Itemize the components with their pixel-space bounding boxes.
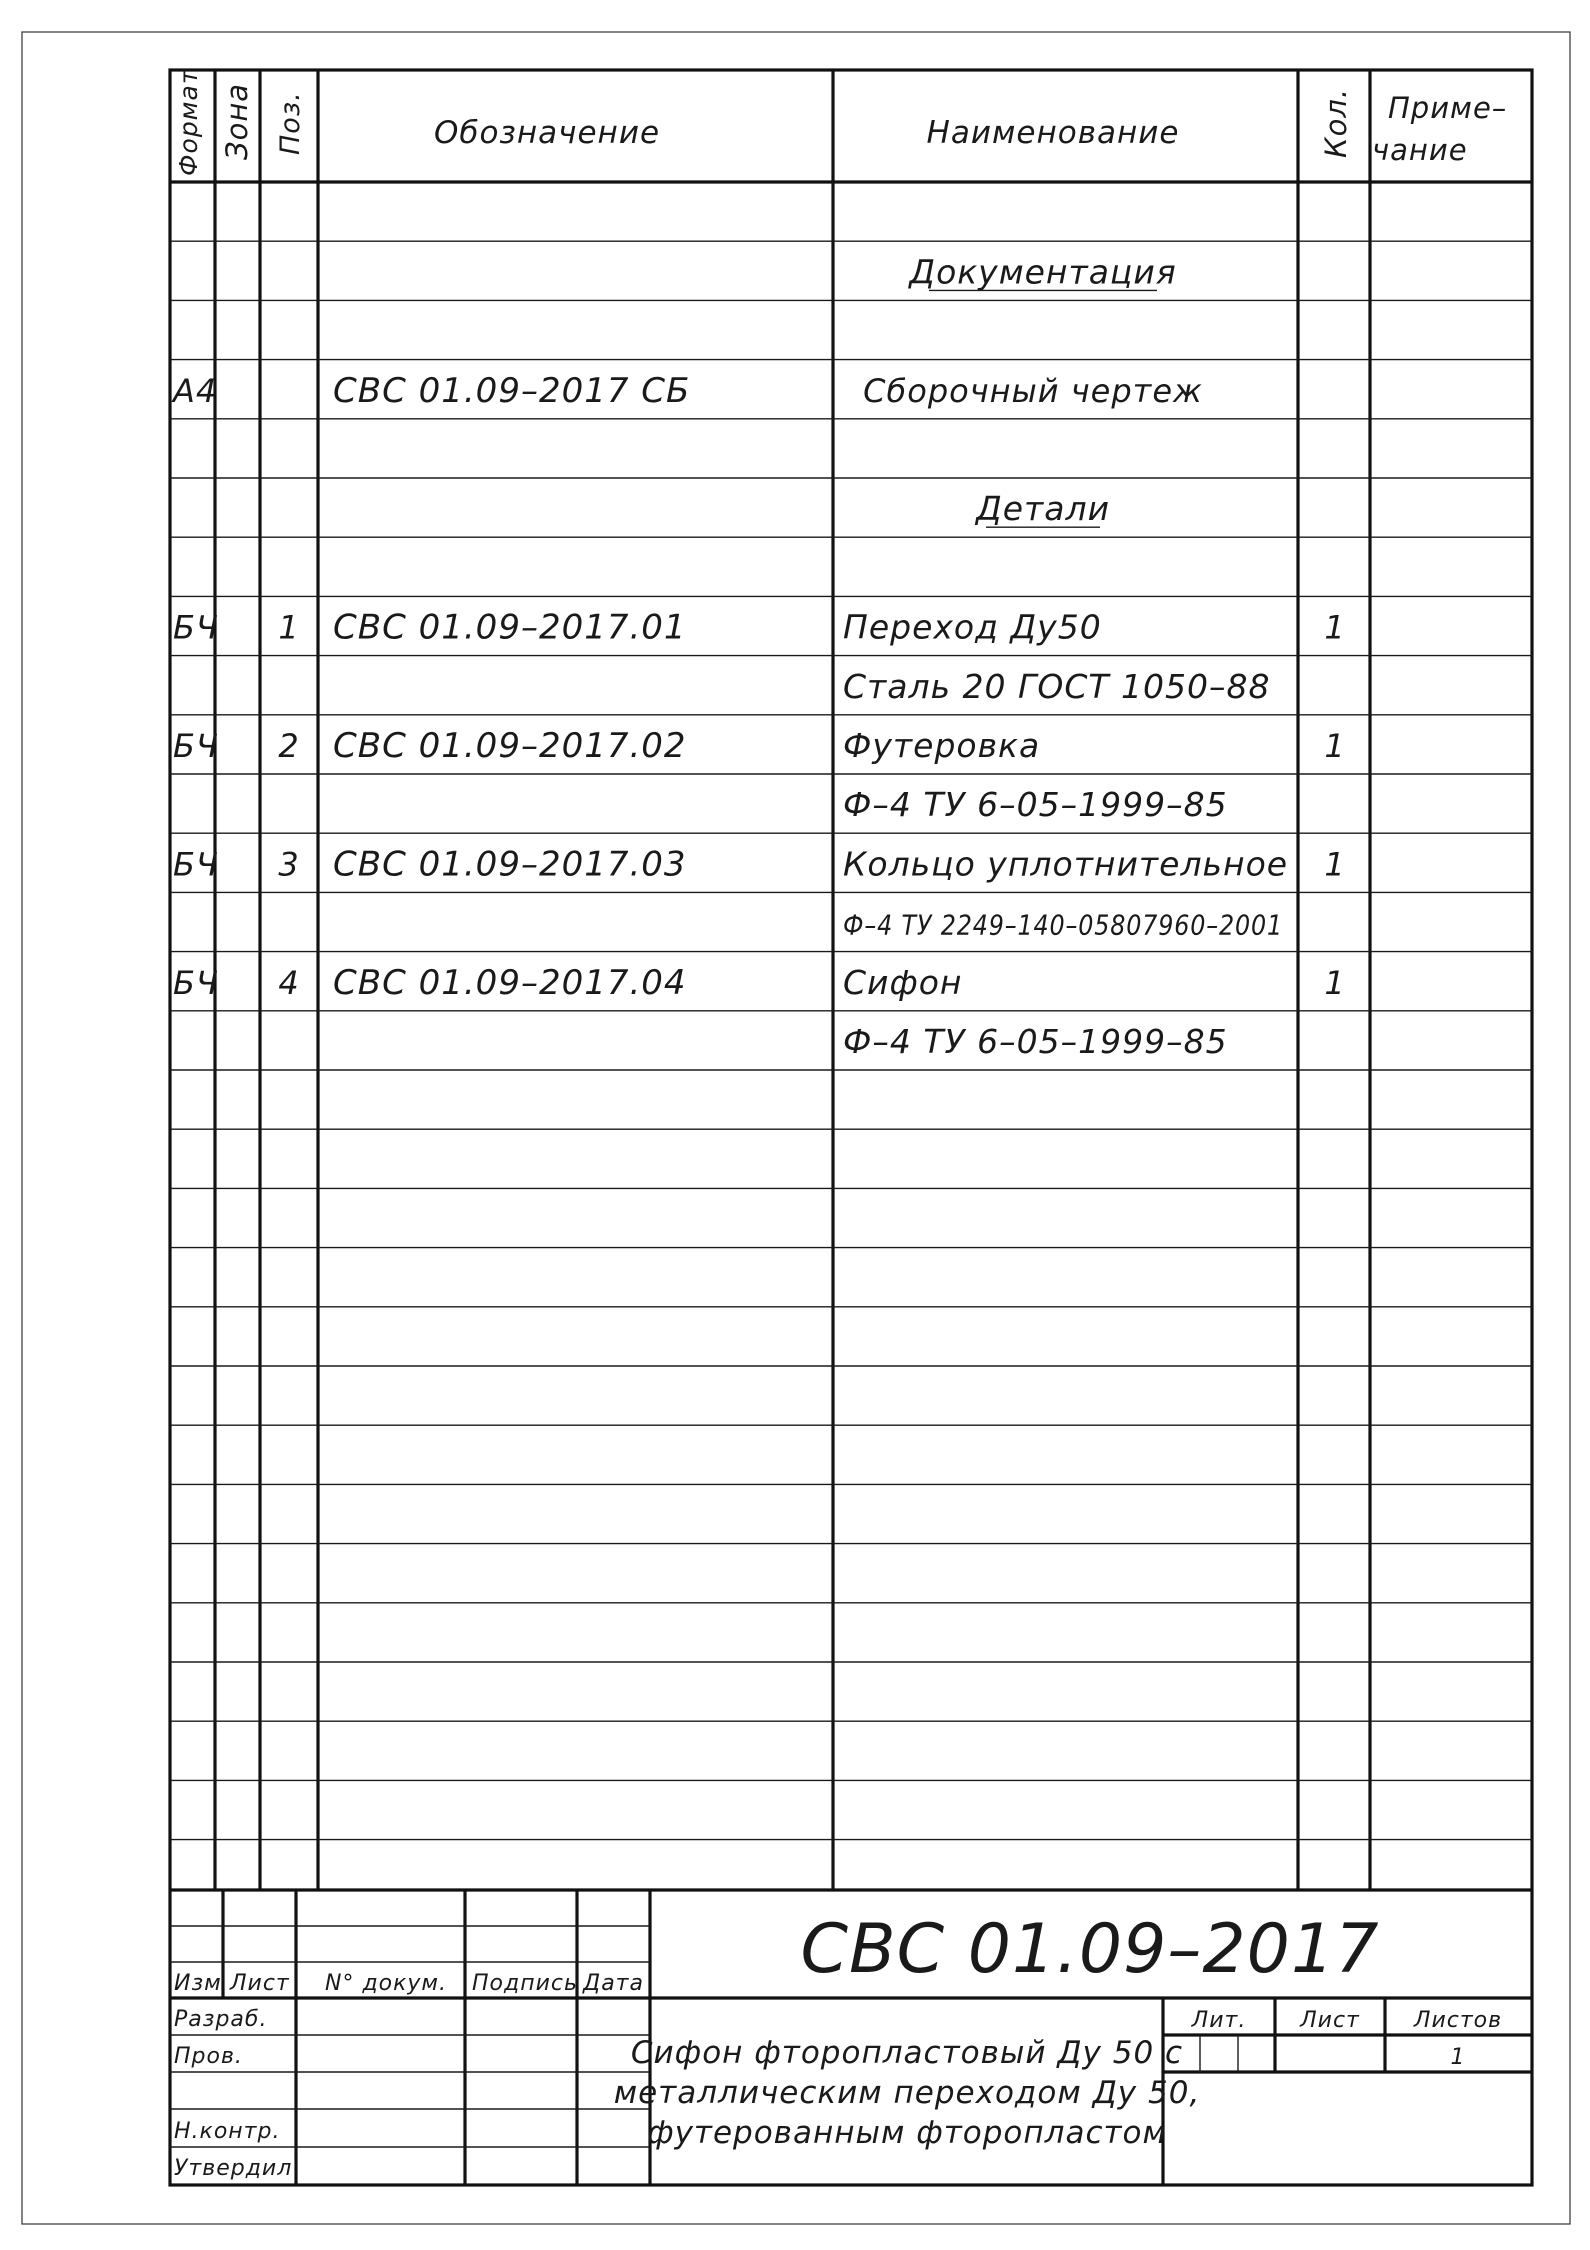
cell-qty: 1 (1324, 963, 1346, 1002)
col-date-label: Дата (583, 1971, 644, 1996)
sheets-value: 1 (1450, 2045, 1466, 2070)
table-header (174, 68, 1507, 176)
cell-format: БЧ (173, 727, 219, 765)
title-line-3: футерованным фторопластом (647, 2115, 1167, 2151)
header-format: Формат (174, 68, 203, 176)
header-designation: Обозначение (433, 115, 661, 151)
cell-name: Переход Ду50 (843, 607, 1102, 647)
section-heading: Детали (975, 489, 1111, 529)
cell-qty: 1 (1324, 845, 1346, 884)
sheet-label: Лист (1300, 2008, 1360, 2033)
cell-name: Сифон (843, 962, 963, 1002)
header-qty: Кол. (1319, 87, 1353, 158)
prov-label: Пров. (174, 2044, 243, 2069)
title-block (170, 1890, 1532, 2185)
header-name: Наименование (926, 115, 1180, 151)
cell-pos: 3 (278, 845, 300, 884)
cell-designation: СВС 01.09–2017.02 (333, 726, 687, 766)
outer-frame (22, 32, 1570, 2224)
nkontr-label: Н.контр. (174, 2119, 281, 2144)
razrab-label: Разраб. (174, 2007, 268, 2032)
section-heading: Документация (909, 252, 1177, 292)
header-zone: Зона (220, 82, 254, 160)
table-body (171, 252, 1346, 1061)
lit-label: Лит. (1191, 2008, 1247, 2033)
cell-name: Ф–4 ТУ 6–05–1999–85 (843, 785, 1228, 825)
title-line-2: металлическим переходом Ду 50, (613, 2075, 1201, 2111)
document-code: СВС 01.09–2017 (800, 1910, 1380, 1989)
header-note-line2: чание (1372, 133, 1468, 167)
col-ndoc-label: N° докум. (325, 1971, 448, 1996)
cell-designation: СВС 01.09–2017.01 (333, 607, 687, 648)
col-sign-label: Подпись (472, 1971, 578, 1996)
col-list-label: Лист (230, 1971, 290, 1996)
cell-qty: 1 (1324, 608, 1346, 647)
title-line-1: Сифон фторопластовый Ду 50 с (630, 2035, 1184, 2071)
cell-format: БЧ (173, 845, 219, 884)
utverdil-label: Утвердил (174, 2156, 293, 2181)
cell-designation: СВС 01.09–2017.03 (333, 844, 687, 885)
cell-name: Кольцо уплотнительное (843, 844, 1289, 884)
cell-designation: СВС 01.09–2017 СБ (333, 370, 691, 411)
cell-pos: 2 (278, 727, 300, 765)
cell-format: БЧ (173, 963, 219, 1002)
cell-qty: 1 (1324, 727, 1346, 765)
cell-pos: 1 (278, 608, 300, 647)
cell-name: Ф–4 ТУ 6–05–1999–85 (843, 1022, 1228, 1061)
cell-name: Сталь 20 ГОСТ 1050–88 (843, 666, 1271, 706)
col-izm-label: Изм (174, 1971, 222, 1996)
cell-pos: 4 (278, 963, 300, 1002)
sheets-label: Листов (1413, 2008, 1503, 2033)
cell-name: Футеровка (843, 726, 1041, 765)
header-pos: Поз. (275, 91, 306, 155)
header-note-line1: Приме– (1388, 91, 1508, 125)
cell-name: Сборочный чертеж (863, 371, 1203, 410)
cell-designation: СВС 01.09–2017.04 (333, 962, 687, 1003)
cell-format: БЧ (173, 608, 219, 647)
cell-name: Ф–4 ТУ 2249–140–05807960–2001 (843, 908, 1283, 942)
cell-format: А4 (173, 371, 218, 410)
